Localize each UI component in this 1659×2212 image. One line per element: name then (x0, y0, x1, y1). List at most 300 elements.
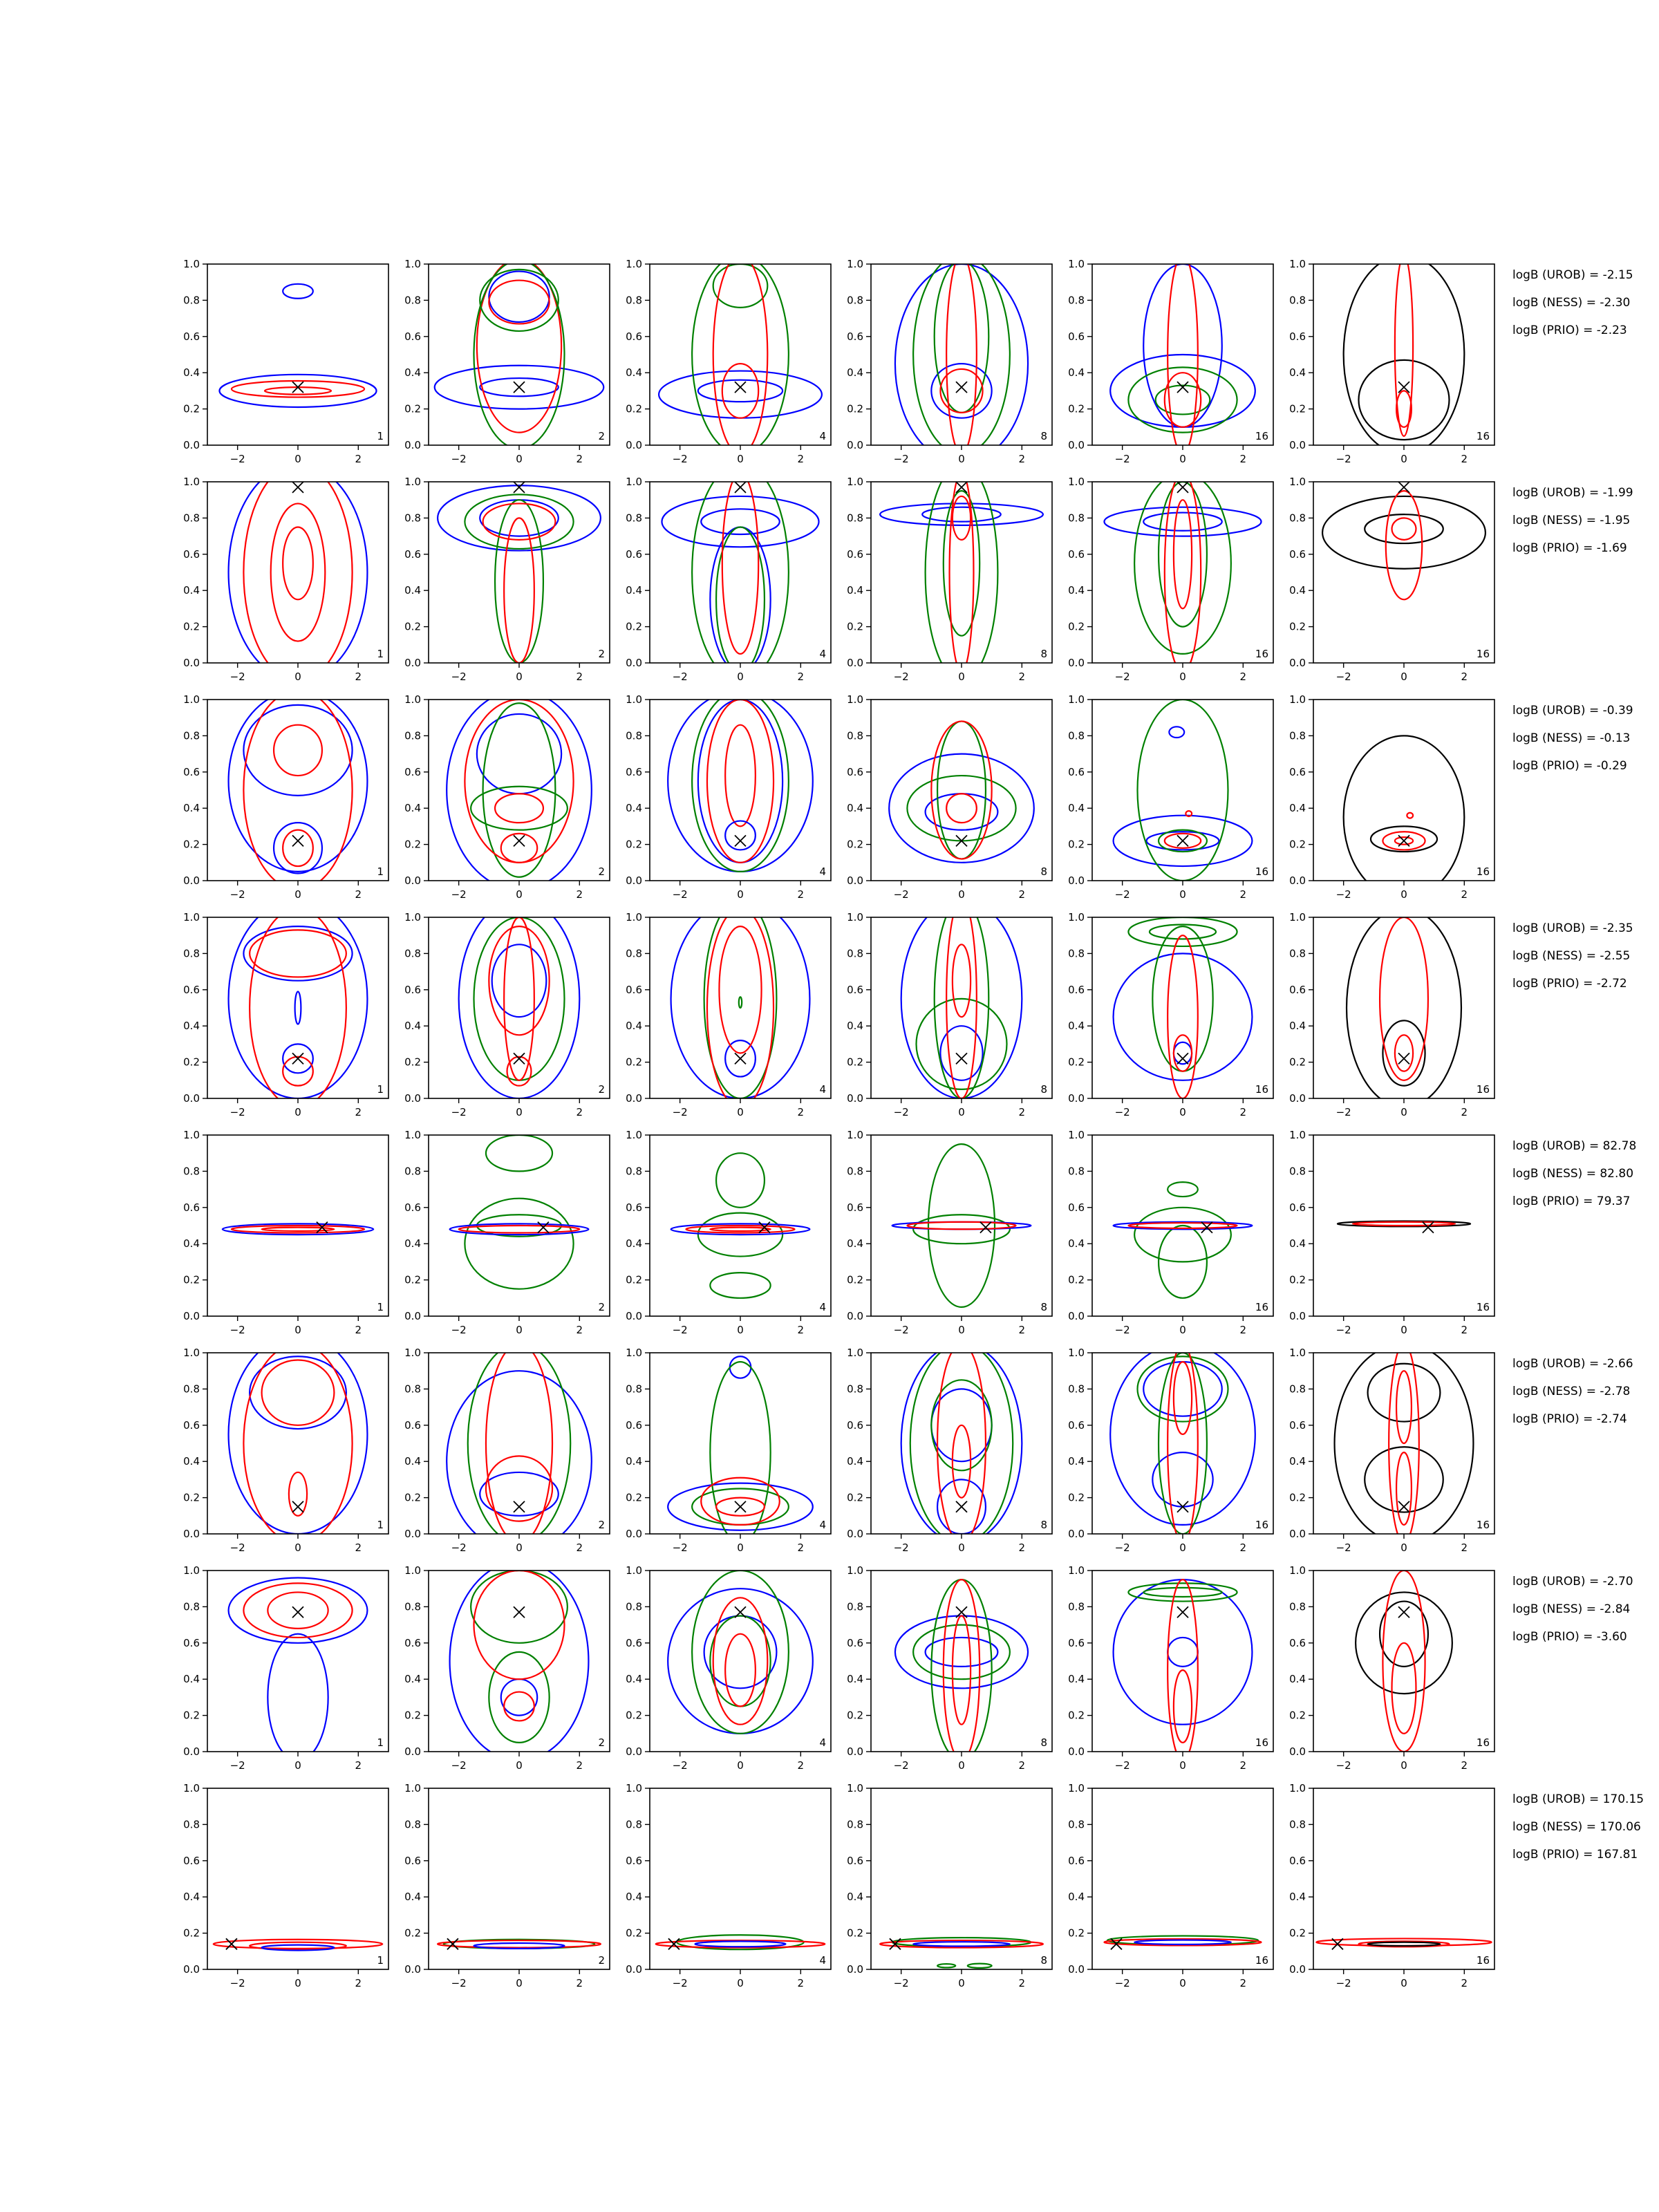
contour-urob (895, 1616, 1028, 1689)
y-tick-label: 0.4 (847, 1673, 863, 1686)
contour-urob (283, 284, 313, 299)
y-tick-label: 0.0 (404, 1092, 421, 1105)
x-tick-label: 2 (1239, 671, 1247, 683)
x-tick-label: 0 (294, 671, 301, 683)
logb-prio-label: logB (PRIO) = -2.72 (1512, 977, 1627, 991)
panel-label: 2 (598, 430, 605, 442)
x-tick-label: 2 (797, 1106, 805, 1118)
y-tick-label: 1.0 (626, 1782, 642, 1794)
y-tick-label: 0.6 (183, 1418, 200, 1432)
panel-label: 16 (1255, 1301, 1268, 1313)
subplot-r3-c1 (183, 691, 388, 901)
contour-prio (1152, 926, 1212, 1071)
subplot-r2-c3 (626, 464, 831, 683)
contour-urob (1143, 513, 1222, 531)
subplot-r6-c6 (1289, 1344, 1494, 1554)
x-tick-label: −2 (1114, 671, 1130, 683)
y-tick-label: 0.8 (847, 729, 863, 742)
y-tick-label: 0.6 (626, 1636, 642, 1649)
y-tick-label: 1.0 (847, 1129, 863, 1141)
y-tick-label: 0.2 (626, 1709, 642, 1722)
logb-prio-label: logB (PRIO) = -3.60 (1512, 1630, 1627, 1644)
y-tick-label: 0.4 (626, 1455, 642, 1468)
x-tick-label: 0 (1179, 1324, 1186, 1336)
x-tick-label: −2 (229, 1541, 245, 1554)
y-tick-label: 0.2 (847, 1927, 863, 1940)
x-tick-label: 2 (797, 888, 805, 901)
x-tick-label: 2 (355, 1759, 362, 1772)
y-tick-label: 0.8 (1289, 729, 1306, 742)
true-value-marker (956, 382, 967, 393)
axes-frame (429, 264, 610, 445)
y-tick-label: 0.4 (1289, 1237, 1306, 1250)
axes-frame (1092, 700, 1273, 881)
y-tick-label: 0.0 (404, 874, 421, 887)
contour-urob (450, 1562, 589, 1761)
true-value-marker (226, 1938, 237, 1949)
y-tick-label: 1.0 (1068, 258, 1085, 270)
true-value-marker (735, 482, 746, 493)
y-tick-label: 0.8 (847, 512, 863, 525)
logb-prio-label: logB (PRIO) = -2.74 (1512, 1412, 1627, 1426)
x-tick-label: 0 (1400, 1541, 1407, 1554)
y-tick-label: 0.2 (847, 1056, 863, 1069)
contour-ness (1174, 1362, 1192, 1434)
x-tick-label: 2 (1461, 1106, 1468, 1118)
contour-prio (935, 261, 989, 413)
y-tick-label: 0.2 (404, 1709, 421, 1722)
contour-set (214, 1940, 383, 1951)
x-tick-label: −2 (1335, 1759, 1351, 1772)
y-tick-label: 0.0 (1068, 439, 1085, 451)
y-tick-label: 0.4 (1289, 1673, 1306, 1686)
contour-prio (937, 1964, 955, 1967)
contour-urob (701, 509, 780, 534)
contour-urob (926, 794, 998, 830)
y-tick-label: 0.4 (626, 1891, 642, 1904)
y-tick-label: 0.6 (1289, 983, 1306, 996)
true-value-marker (956, 1053, 967, 1064)
x-tick-label: −2 (1114, 1759, 1130, 1772)
x-tick-label: 2 (576, 671, 583, 683)
panel-label: 8 (1040, 1083, 1047, 1096)
y-tick-label: 0.4 (1068, 366, 1085, 379)
x-tick-label: −2 (893, 1106, 909, 1118)
contour-ness (1392, 518, 1416, 539)
panel-label: 1 (377, 865, 384, 878)
y-tick-label: 0.6 (1068, 1418, 1085, 1432)
y-tick-label: 0.8 (1289, 294, 1306, 307)
panel-label: 4 (819, 1301, 826, 1313)
x-tick-label: 0 (737, 1759, 744, 1772)
y-tick-label: 0.2 (404, 1056, 421, 1069)
logb-prio-label: logB (PRIO) = -2.23 (1512, 324, 1627, 337)
y-tick-label: 0.0 (626, 1963, 642, 1976)
x-tick-label: 2 (1018, 1977, 1026, 1989)
y-tick-label: 0.0 (626, 1745, 642, 1758)
x-tick-label: −2 (1114, 888, 1130, 901)
y-tick-label: 0.6 (1068, 547, 1085, 561)
y-tick-label: 0.6 (183, 547, 200, 561)
true-value-marker (292, 1053, 303, 1064)
contour-set (671, 1153, 810, 1298)
y-tick-label: 0.4 (1068, 1673, 1085, 1686)
x-tick-label: −2 (451, 1759, 467, 1772)
contour-prio (474, 917, 565, 1080)
y-tick-label: 1.0 (847, 1347, 863, 1359)
y-tick-label: 0.8 (404, 947, 421, 960)
contour-urob (1104, 507, 1261, 536)
y-tick-label: 0.6 (1068, 983, 1085, 996)
contour-urob (489, 271, 549, 321)
contour-combined (1347, 908, 1461, 1107)
contour-set (895, 255, 1028, 463)
x-tick-label: 0 (294, 1541, 301, 1554)
y-tick-label: 0.2 (1068, 1273, 1085, 1286)
contour-set (1347, 908, 1461, 1107)
contour-ness (438, 1940, 601, 1947)
contour-set (219, 284, 376, 407)
panel-label: 1 (377, 1954, 384, 1967)
contour-set (880, 464, 1043, 681)
subplot-r1-c4 (847, 255, 1052, 465)
contour-urob (922, 507, 1001, 522)
y-tick-label: 0.2 (847, 1491, 863, 1504)
contour-set (447, 1344, 592, 1552)
contour-set (447, 691, 592, 890)
panel-label: 1 (377, 648, 384, 660)
x-tick-label: −2 (1335, 671, 1351, 683)
contour-ness (1380, 917, 1428, 1080)
y-tick-label: 0.0 (626, 439, 642, 451)
x-tick-label: −2 (893, 453, 909, 465)
y-tick-label: 0.8 (847, 1382, 863, 1396)
contour-ness (504, 1692, 534, 1721)
contour-urob (229, 691, 368, 872)
contour-urob (730, 1356, 751, 1378)
y-tick-label: 0.4 (1289, 802, 1306, 815)
y-tick-label: 0.0 (626, 657, 642, 669)
subplot-r1-c3 (626, 255, 831, 465)
contour-prio (710, 1616, 770, 1707)
panel-label: 16 (1476, 648, 1490, 660)
true-value-marker (956, 1501, 967, 1512)
panel-label: 2 (598, 1519, 605, 1531)
x-tick-label: −2 (893, 1977, 909, 1989)
true-value-marker (980, 1222, 991, 1233)
y-tick-label: 0.0 (183, 1092, 200, 1105)
x-tick-label: 0 (516, 671, 523, 683)
x-tick-label: −2 (229, 1106, 245, 1118)
y-tick-label: 0.4 (183, 366, 200, 379)
contour-urob (250, 1356, 346, 1429)
contour-ness (289, 1472, 307, 1516)
y-tick-label: 0.2 (847, 1273, 863, 1286)
axes-frame (650, 700, 831, 881)
panel-label: 16 (1255, 1736, 1268, 1749)
contour-prio (692, 255, 789, 454)
y-tick-label: 1.0 (1068, 476, 1085, 488)
panel-label: 2 (598, 1736, 605, 1749)
panel-label: 1 (377, 1301, 384, 1313)
axes-frame (207, 264, 388, 445)
logb-prio-label: logB (PRIO) = 167.81 (1512, 1848, 1638, 1862)
y-tick-label: 0.6 (183, 330, 200, 343)
y-tick-label: 0.2 (1068, 838, 1085, 851)
subplot-r6-c5 (1068, 1344, 1273, 1554)
contour-ness (725, 725, 756, 827)
contour-set (229, 899, 368, 1107)
x-tick-label: 2 (576, 1106, 583, 1118)
contour-prio (917, 999, 1007, 1089)
x-tick-label: 0 (737, 1106, 744, 1118)
y-tick-label: 0.0 (626, 1528, 642, 1540)
contour-prio (710, 1273, 770, 1298)
true-value-marker (735, 382, 746, 393)
contour-set (1114, 1182, 1253, 1298)
y-tick-label: 1.0 (1068, 911, 1085, 924)
y-tick-label: 0.4 (1289, 1455, 1306, 1468)
contour-ness (1174, 1670, 1192, 1743)
true-value-marker (735, 1501, 746, 1512)
axes-frame (1313, 264, 1494, 445)
y-tick-label: 1.0 (1068, 1347, 1085, 1359)
x-tick-label: 0 (516, 1324, 523, 1336)
y-tick-label: 0.2 (183, 1056, 200, 1069)
x-tick-label: −2 (893, 888, 909, 901)
x-tick-label: −2 (229, 1324, 245, 1336)
true-value-marker (1177, 382, 1188, 393)
contour-prio (716, 1153, 765, 1208)
y-tick-label: 1.0 (404, 693, 421, 706)
y-tick-label: 0.6 (847, 547, 863, 561)
contour-set (450, 1562, 589, 1761)
panel-label: 8 (1040, 1736, 1047, 1749)
logb-ness-label: logB (NESS) = 82.80 (1512, 1167, 1634, 1181)
contour-ness (725, 1634, 756, 1707)
contour-combined (1365, 1447, 1443, 1512)
y-tick-label: 0.6 (626, 1201, 642, 1214)
logb-ness-label: logB (NESS) = -2.30 (1512, 296, 1631, 310)
contour-ness (1392, 1643, 1416, 1734)
y-tick-label: 0.2 (626, 402, 642, 415)
subplot-r6-c2 (404, 1344, 610, 1554)
contour-ness (1168, 935, 1198, 1098)
x-tick-label: 0 (958, 1106, 965, 1118)
panel-label: 8 (1040, 1954, 1047, 1967)
y-tick-label: 0.6 (183, 765, 200, 778)
y-tick-label: 0.0 (1289, 439, 1306, 451)
contour-set (1104, 1936, 1261, 1946)
contour-ness (1396, 1452, 1412, 1525)
x-tick-label: 2 (797, 1541, 805, 1554)
y-tick-label: 0.8 (1289, 1382, 1306, 1396)
panel-label: 4 (819, 430, 826, 442)
y-tick-label: 0.4 (626, 366, 642, 379)
panel-label: 16 (1255, 430, 1268, 442)
panel-label: 16 (1476, 1083, 1490, 1096)
y-tick-label: 0.0 (1068, 657, 1085, 669)
y-tick-label: 0.0 (1068, 1528, 1085, 1540)
contour-ness (495, 794, 543, 823)
contour-ness (701, 1478, 780, 1525)
contour-set (1110, 1344, 1255, 1543)
x-tick-label: −2 (1335, 888, 1351, 901)
contour-urob (1134, 1940, 1231, 1944)
y-tick-label: 0.8 (626, 512, 642, 525)
contour-prio (907, 776, 1015, 841)
panel-label: 16 (1476, 1301, 1490, 1313)
y-tick-label: 0.8 (1068, 1165, 1085, 1178)
subplot-r4-c3 (626, 899, 831, 1118)
logb-ness-label: logB (NESS) = -2.78 (1512, 1385, 1631, 1398)
panel-label: 8 (1040, 1301, 1047, 1313)
subplot-r3-c3 (626, 691, 831, 901)
y-tick-label: 0.8 (183, 947, 200, 960)
y-tick-label: 1.0 (626, 693, 642, 706)
y-tick-label: 0.4 (626, 802, 642, 815)
x-tick-label: −2 (1335, 1541, 1351, 1554)
contour-prio (937, 721, 986, 859)
x-tick-label: 0 (516, 1106, 523, 1118)
y-tick-label: 0.0 (847, 874, 863, 887)
x-tick-label: 2 (1461, 1759, 1468, 1772)
x-tick-label: 0 (1179, 1106, 1186, 1118)
y-tick-label: 0.6 (626, 330, 642, 343)
y-tick-label: 0.0 (1068, 1092, 1085, 1105)
y-tick-label: 0.8 (404, 729, 421, 742)
x-tick-label: 0 (294, 1977, 301, 1989)
contour-ness (953, 944, 971, 1017)
contour-ness (243, 1344, 352, 1543)
subplot-r8-c2 (404, 1782, 610, 1989)
y-tick-label: 0.8 (1068, 512, 1085, 525)
x-tick-label: 0 (516, 1759, 523, 1772)
y-tick-label: 0.0 (1068, 1745, 1085, 1758)
logb-prio-label: logB (PRIO) = -0.29 (1512, 759, 1627, 773)
y-tick-label: 0.8 (404, 1165, 421, 1178)
contour-prio (913, 1625, 1010, 1680)
y-tick-label: 0.4 (1068, 1891, 1085, 1904)
y-tick-label: 1.0 (404, 911, 421, 924)
contour-set (1104, 473, 1261, 672)
y-tick-label: 0.2 (183, 620, 200, 633)
x-tick-label: 2 (1461, 1977, 1468, 1989)
panel-label: 2 (598, 1083, 605, 1096)
contour-urob (659, 371, 822, 418)
contour-urob (1114, 953, 1253, 1080)
contour-ness (1165, 473, 1201, 672)
y-tick-label: 1.0 (626, 476, 642, 488)
y-tick-label: 0.8 (404, 1382, 421, 1396)
x-tick-label: 2 (355, 1977, 362, 1989)
y-tick-label: 0.8 (1068, 294, 1085, 307)
y-tick-label: 0.8 (183, 729, 200, 742)
x-tick-label: −2 (1114, 1106, 1130, 1118)
contour-ness (1396, 391, 1412, 427)
x-tick-label: −2 (672, 1759, 688, 1772)
contour-set (892, 1144, 1031, 1307)
contour-set (662, 464, 818, 681)
y-tick-label: 0.4 (404, 366, 421, 379)
true-value-marker (292, 1606, 303, 1618)
x-tick-label: −2 (451, 671, 467, 683)
y-tick-label: 0.0 (1289, 1745, 1306, 1758)
x-tick-label: 0 (958, 1324, 965, 1336)
y-tick-label: 0.2 (404, 1927, 421, 1940)
contour-ness (944, 1580, 980, 1761)
y-tick-label: 1.0 (847, 476, 863, 488)
y-tick-label: 0.4 (1289, 366, 1306, 379)
logb-prio-label: logB (PRIO) = -1.69 (1512, 541, 1627, 555)
contour-set (223, 1224, 373, 1235)
contour-set (229, 464, 368, 681)
y-tick-label: 0.0 (1068, 1963, 1085, 1976)
y-tick-label: 0.4 (847, 584, 863, 597)
logb-urob-label: logB (UROB) = 170.15 (1512, 1792, 1644, 1806)
contour-prio (1128, 917, 1237, 946)
true-value-marker (292, 835, 303, 846)
y-tick-label: 1.0 (1068, 1782, 1085, 1794)
y-tick-label: 0.0 (847, 439, 863, 451)
subplot-r4-c5 (1068, 911, 1273, 1118)
x-tick-label: 0 (737, 888, 744, 901)
y-tick-label: 0.8 (183, 512, 200, 525)
y-tick-label: 0.4 (183, 1455, 200, 1468)
y-tick-label: 0.4 (847, 802, 863, 815)
x-tick-label: 2 (1461, 453, 1468, 465)
true-value-marker (1398, 1606, 1409, 1618)
y-tick-label: 0.0 (626, 1092, 642, 1105)
contour-urob (668, 1588, 813, 1734)
axes-frame (871, 700, 1052, 881)
y-tick-label: 0.4 (1068, 1455, 1085, 1468)
y-tick-label: 0.4 (1068, 584, 1085, 597)
y-tick-label: 0.4 (626, 1673, 642, 1686)
contour-combined (1371, 826, 1437, 852)
y-tick-label: 0.2 (183, 1709, 200, 1722)
contour-ness (268, 1592, 328, 1628)
y-tick-label: 1.0 (847, 693, 863, 706)
y-tick-label: 0.0 (626, 1310, 642, 1322)
x-tick-label: −2 (451, 1324, 467, 1336)
contour-urob (219, 375, 376, 407)
contour-set (901, 1344, 1022, 1543)
x-tick-label: −2 (672, 671, 688, 683)
contour-set (668, 1356, 813, 1543)
y-tick-label: 0.8 (1289, 947, 1306, 960)
x-tick-label: 2 (576, 1541, 583, 1554)
x-tick-label: −2 (1335, 1106, 1351, 1118)
x-tick-label: 2 (797, 1324, 805, 1336)
y-tick-label: 0.0 (1289, 657, 1306, 669)
y-tick-label: 1.0 (1068, 1564, 1085, 1577)
subplot-r5-c6 (1289, 1129, 1494, 1336)
y-tick-label: 0.8 (626, 1818, 642, 1831)
x-tick-label: 2 (1239, 1977, 1247, 1989)
contour-prio (1134, 1208, 1231, 1262)
x-tick-label: 0 (958, 1977, 965, 1989)
contour-ness (250, 908, 346, 1107)
y-tick-label: 1.0 (183, 1347, 200, 1359)
y-tick-label: 0.8 (847, 1600, 863, 1613)
contour-prio (913, 255, 1010, 454)
contour-set (1338, 1221, 1470, 1226)
y-tick-label: 1.0 (183, 693, 200, 706)
contour-set (1356, 1571, 1452, 1752)
y-tick-label: 0.4 (847, 1455, 863, 1468)
y-tick-label: 0.2 (847, 1709, 863, 1722)
